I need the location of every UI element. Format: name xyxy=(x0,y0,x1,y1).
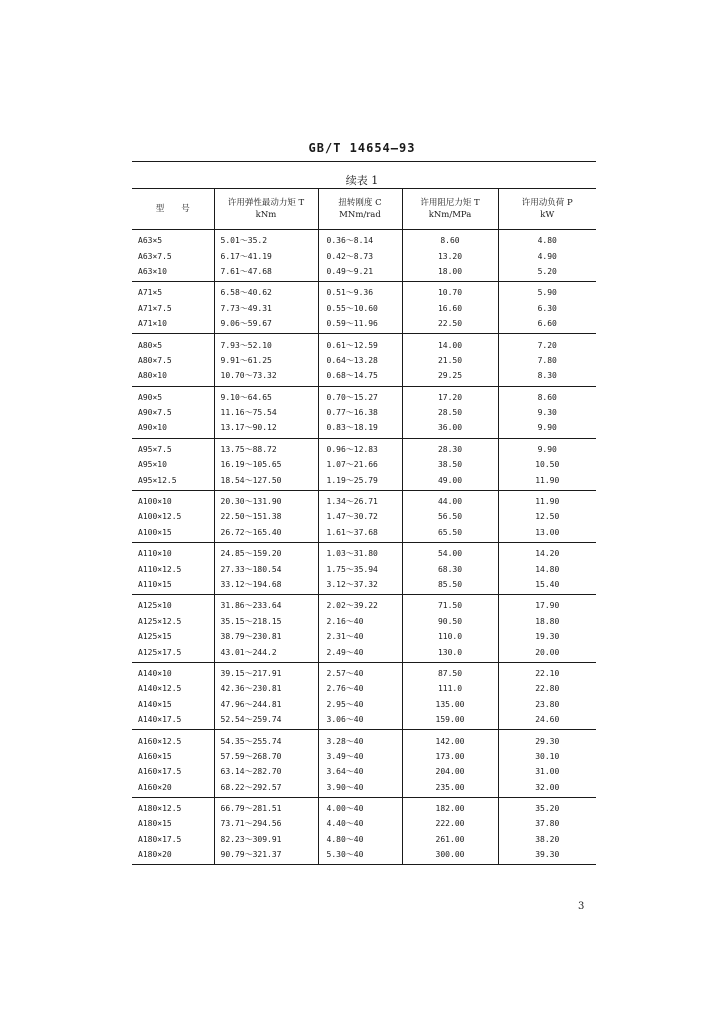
cell-damping: 56.50 xyxy=(402,509,498,524)
cell-model: A110×10 xyxy=(138,549,172,559)
cell-power: 38.20 xyxy=(498,832,596,847)
column-header-model xyxy=(132,189,214,230)
cell-damping: 68.30 xyxy=(402,561,498,576)
table-caption: 续表 1 xyxy=(345,174,379,187)
cell-damping: 22.50 xyxy=(402,316,498,334)
cell-torque: 39.15～217.91 xyxy=(214,662,318,681)
cell-model: A180×15 xyxy=(138,819,172,829)
cell-damping: 38.50 xyxy=(402,457,498,472)
cell-stiffness: 3.28～40 xyxy=(318,730,402,749)
cell-power: 14.80 xyxy=(498,561,596,576)
column-header-torque-unit: kNm xyxy=(255,210,277,220)
cell-stiffness: 4.80～40 xyxy=(318,832,402,847)
cell-damping: 44.00 xyxy=(402,490,498,509)
cell-torque: 9.10～64.65 xyxy=(214,386,318,405)
cell-stiffness: 0.64～13.28 xyxy=(318,353,402,368)
cell-damping: 261.00 xyxy=(402,832,498,847)
cell-stiffness: 1.07～21.66 xyxy=(318,457,402,472)
cell-power: 22.10 xyxy=(498,662,596,681)
cell-stiffness: 1.19～25.79 xyxy=(318,472,402,490)
cell-stiffness: 1.61～37.68 xyxy=(318,525,402,543)
table-row xyxy=(132,386,596,405)
cell-power: 32.00 xyxy=(498,780,596,798)
cell-torque: 5.01～35.2 xyxy=(214,230,318,249)
specification-table xyxy=(132,189,596,865)
cell-power: 14.20 xyxy=(498,543,596,562)
cell-power: 9.90 xyxy=(498,420,596,438)
column-header-model-label: 型 号 xyxy=(155,204,190,214)
cell-damping: 142.00 xyxy=(402,730,498,749)
cell-model: A90×10 xyxy=(132,420,214,438)
cell-torque: 47.96～244.81 xyxy=(214,697,318,712)
cell-stiffness: 2.49～40 xyxy=(318,644,402,662)
column-header-stiffness xyxy=(318,189,402,230)
cell-torque: 27.33～180.54 xyxy=(214,561,318,576)
cell-power: 37.80 xyxy=(498,816,596,831)
cell-model: A140×10 xyxy=(138,668,172,678)
table-row xyxy=(132,681,596,696)
cell-power: 19.30 xyxy=(498,629,596,644)
cell-model: A95×7.5 xyxy=(138,444,172,454)
cell-torque: 10.70～73.32 xyxy=(214,368,318,386)
cell-damping: 204.00 xyxy=(402,764,498,779)
cell-damping: 87.50 xyxy=(402,662,498,681)
table-row xyxy=(132,644,596,662)
cell-stiffness: 4.40～40 xyxy=(318,816,402,831)
cell-power: 22.80 xyxy=(498,681,596,696)
cell-model: A140×12.5 xyxy=(138,684,182,694)
cell-model: A160×20 xyxy=(132,780,214,798)
column-header-torque xyxy=(214,189,318,230)
cell-torque: 6.17～41.19 xyxy=(214,248,318,263)
cell-power: 12.50 xyxy=(498,509,596,524)
document-standard-number: GB/T 14654—93 xyxy=(308,141,416,155)
table-row xyxy=(132,697,596,712)
table-row xyxy=(132,438,596,457)
cell-stiffness: 2.16～40 xyxy=(318,614,402,629)
cell-model: A125×10 xyxy=(138,601,172,611)
cell-model: A95×12.5 xyxy=(132,472,214,490)
cell-damping: 222.00 xyxy=(402,816,498,831)
cell-stiffness: 0.77～16.38 xyxy=(318,405,402,420)
table-row xyxy=(132,264,596,282)
cell-model: A71×5 xyxy=(138,288,163,298)
cell-power: 6.30 xyxy=(498,301,596,316)
cell-model: A180×12.5 xyxy=(138,804,182,814)
cell-stiffness: 3.12～37.32 xyxy=(318,577,402,595)
cell-torque: 68.22～292.57 xyxy=(214,780,318,798)
table-row xyxy=(132,420,596,438)
cell-model: A80×7.5 xyxy=(138,355,172,365)
cell-power: 6.60 xyxy=(498,316,596,334)
cell-torque: 9.06～59.67 xyxy=(214,316,318,334)
cell-damping: 8.60 xyxy=(402,230,498,249)
cell-model: A63×5 xyxy=(138,236,163,246)
cell-power: 9.30 xyxy=(498,405,596,420)
table-row xyxy=(132,595,596,614)
cell-damping: 36.00 xyxy=(402,420,498,438)
cell-power: 23.80 xyxy=(498,697,596,712)
table-row xyxy=(132,282,596,301)
cell-model: A95×10 xyxy=(138,460,167,470)
cell-model: A180×20 xyxy=(132,847,214,865)
cell-stiffness: 0.61～12.59 xyxy=(318,334,402,353)
column-header-damping-label: 许用阻尼力矩 T xyxy=(420,198,480,208)
table-header-row xyxy=(132,189,596,230)
cell-stiffness: 0.70～15.27 xyxy=(318,386,402,405)
cell-damping: 159.00 xyxy=(402,712,498,730)
table-row xyxy=(132,816,596,831)
cell-power: 7.20 xyxy=(498,334,596,353)
cell-damping: 21.50 xyxy=(402,353,498,368)
cell-power: 18.80 xyxy=(498,614,596,629)
cell-torque: 22.50～151.38 xyxy=(214,509,318,524)
cell-stiffness: 2.02～39.22 xyxy=(318,595,402,614)
cell-stiffness: 2.57～40 xyxy=(318,662,402,681)
column-header-power-label: 许用动负荷 P xyxy=(521,198,573,208)
cell-damping: 28.50 xyxy=(402,405,498,420)
cell-power: 29.30 xyxy=(498,730,596,749)
cell-model: A110×15 xyxy=(132,577,214,595)
cell-power: 8.60 xyxy=(498,386,596,405)
table-row xyxy=(132,662,596,681)
cell-damping: 90.50 xyxy=(402,614,498,629)
table-row xyxy=(132,509,596,524)
table-row xyxy=(132,832,596,847)
cell-power: 5.20 xyxy=(498,264,596,282)
cell-stiffness: 1.47～30.72 xyxy=(318,509,402,524)
cell-torque: 57.59～268.70 xyxy=(214,749,318,764)
cell-damping: 173.00 xyxy=(402,749,498,764)
cell-model: A71×10 xyxy=(132,316,214,334)
cell-power: 39.30 xyxy=(498,847,596,865)
cell-stiffness: 1.03～31.80 xyxy=(318,543,402,562)
cell-damping: 65.50 xyxy=(402,525,498,543)
cell-model: A100×10 xyxy=(138,497,172,507)
cell-torque: 18.54～127.50 xyxy=(214,472,318,490)
cell-damping: 130.0 xyxy=(402,644,498,662)
table-row xyxy=(132,230,596,249)
cell-model: A100×15 xyxy=(132,525,214,543)
cell-torque: 35.15～218.15 xyxy=(214,614,318,629)
table-row xyxy=(132,248,596,263)
cell-power: 4.90 xyxy=(498,248,596,263)
column-header-power-unit: kW xyxy=(540,210,555,220)
cell-model: A100×12.5 xyxy=(138,512,182,522)
cell-power: 13.00 xyxy=(498,525,596,543)
cell-torque: 7.93～52.10 xyxy=(214,334,318,353)
cell-stiffness: 3.90～40 xyxy=(318,780,402,798)
cell-stiffness: 0.51～9.36 xyxy=(318,282,402,301)
table-row xyxy=(132,749,596,764)
cell-power: 30.10 xyxy=(498,749,596,764)
cell-damping: 10.70 xyxy=(402,282,498,301)
cell-model: A125×12.5 xyxy=(138,616,182,626)
cell-damping: 14.00 xyxy=(402,334,498,353)
cell-damping: 85.50 xyxy=(402,577,498,595)
column-header-stiffness-unit: MNm/rad xyxy=(339,210,381,220)
cell-torque: 7.73～49.31 xyxy=(214,301,318,316)
cell-model: A90×7.5 xyxy=(138,408,172,418)
cell-model: A90×5 xyxy=(138,392,163,402)
cell-power: 10.50 xyxy=(498,457,596,472)
cell-torque: 52.54～259.74 xyxy=(214,712,318,730)
cell-model: A160×15 xyxy=(138,751,172,761)
cell-damping: 71.50 xyxy=(402,595,498,614)
page-number: 3 xyxy=(578,901,585,912)
cell-torque: 11.16～75.54 xyxy=(214,405,318,420)
cell-stiffness: 3.49～40 xyxy=(318,749,402,764)
cell-power: 11.90 xyxy=(498,472,596,490)
cell-power: 4.80 xyxy=(498,230,596,249)
cell-model: A110×12.5 xyxy=(138,564,182,574)
table-row xyxy=(132,457,596,472)
cell-model: A80×10 xyxy=(132,368,214,386)
cell-stiffness: 0.55～10.60 xyxy=(318,301,402,316)
cell-torque: 13.75～88.72 xyxy=(214,438,318,457)
cell-torque: 20.30～131.90 xyxy=(214,490,318,509)
table-row xyxy=(132,614,596,629)
cell-torque: 54.35～255.74 xyxy=(214,730,318,749)
table-row xyxy=(132,472,596,490)
cell-stiffness: 4.00～40 xyxy=(318,797,402,816)
column-header-damping xyxy=(402,189,498,230)
cell-power: 9.90 xyxy=(498,438,596,457)
cell-torque: 90.79～321.37 xyxy=(214,847,318,865)
cell-stiffness: 0.68～14.75 xyxy=(318,368,402,386)
cell-torque: 43.01～244.2 xyxy=(214,644,318,662)
cell-model: A140×15 xyxy=(138,699,172,709)
table-row xyxy=(132,543,596,562)
column-header-damping-unit: kNm/MPa xyxy=(428,210,472,220)
table-row xyxy=(132,405,596,420)
cell-damping: 111.0 xyxy=(402,681,498,696)
cell-stiffness: 0.83～18.19 xyxy=(318,420,402,438)
cell-torque: 31.86～233.64 xyxy=(214,595,318,614)
cell-torque: 9.91～61.25 xyxy=(214,353,318,368)
cell-model: A63×7.5 xyxy=(138,251,172,261)
cell-model: A160×12.5 xyxy=(138,736,182,746)
cell-stiffness: 3.06～40 xyxy=(318,712,402,730)
cell-model: A125×15 xyxy=(138,632,172,642)
cell-damping: 135.00 xyxy=(402,697,498,712)
cell-stiffness: 0.49～9.21 xyxy=(318,264,402,282)
cell-damping: 16.60 xyxy=(402,301,498,316)
cell-power: 15.40 xyxy=(498,577,596,595)
cell-stiffness: 2.95～40 xyxy=(318,697,402,712)
cell-torque: 6.58～40.62 xyxy=(214,282,318,301)
cell-damping: 235.00 xyxy=(402,780,498,798)
column-header-torque-label: 许用弹性最动力矩 T xyxy=(227,198,305,208)
table-row xyxy=(132,525,596,543)
cell-damping: 13.20 xyxy=(402,248,498,263)
cell-damping: 18.00 xyxy=(402,264,498,282)
table-row xyxy=(132,316,596,334)
cell-power: 24.60 xyxy=(498,712,596,730)
table-row xyxy=(132,561,596,576)
cell-stiffness: 0.96～12.83 xyxy=(318,438,402,457)
cell-damping: 54.00 xyxy=(402,543,498,562)
table-row xyxy=(132,334,596,353)
cell-stiffness: 2.76～40 xyxy=(318,681,402,696)
cell-power: 7.80 xyxy=(498,353,596,368)
cell-stiffness: 3.64～40 xyxy=(318,764,402,779)
cell-stiffness: 0.59～11.96 xyxy=(318,316,402,334)
cell-torque: 73.71～294.56 xyxy=(214,816,318,831)
cell-model: A180×17.5 xyxy=(138,834,182,844)
table-row xyxy=(132,764,596,779)
column-header-power xyxy=(498,189,596,230)
cell-torque: 16.19～105.65 xyxy=(214,457,318,472)
cell-torque: 7.61～47.68 xyxy=(214,264,318,282)
cell-model: A140×17.5 xyxy=(132,712,214,730)
cell-power: 11.90 xyxy=(498,490,596,509)
cell-stiffness: 1.34～26.71 xyxy=(318,490,402,509)
cell-damping: 182.00 xyxy=(402,797,498,816)
cell-model: A125×17.5 xyxy=(132,644,214,662)
cell-damping: 29.25 xyxy=(402,368,498,386)
cell-damping: 49.00 xyxy=(402,472,498,490)
cell-stiffness: 1.75～35.94 xyxy=(318,561,402,576)
cell-torque: 33.12～194.68 xyxy=(214,577,318,595)
table-body xyxy=(132,230,596,865)
cell-model: A80×5 xyxy=(138,340,163,350)
cell-torque: 42.36～230.81 xyxy=(214,681,318,696)
table-row xyxy=(132,712,596,730)
cell-power: 35.20 xyxy=(498,797,596,816)
cell-power: 8.30 xyxy=(498,368,596,386)
table-row xyxy=(132,301,596,316)
cell-model: A63×10 xyxy=(132,264,214,282)
cell-damping: 110.0 xyxy=(402,629,498,644)
cell-stiffness: 5.30～40 xyxy=(318,847,402,865)
table-row xyxy=(132,490,596,509)
header-rule xyxy=(132,161,596,162)
cell-power: 17.90 xyxy=(498,595,596,614)
table-row xyxy=(132,629,596,644)
table-row xyxy=(132,730,596,749)
cell-torque: 82.23～309.91 xyxy=(214,832,318,847)
cell-stiffness: 0.36～8.14 xyxy=(318,230,402,249)
table-row xyxy=(132,353,596,368)
cell-damping: 17.20 xyxy=(402,386,498,405)
cell-torque: 26.72～165.40 xyxy=(214,525,318,543)
cell-power: 31.00 xyxy=(498,764,596,779)
table-row xyxy=(132,847,596,865)
table-row xyxy=(132,780,596,798)
cell-damping: 300.00 xyxy=(402,847,498,865)
cell-torque: 13.17～90.12 xyxy=(214,420,318,438)
cell-model: A71×7.5 xyxy=(138,303,172,313)
cell-torque: 63.14～282.70 xyxy=(214,764,318,779)
cell-stiffness: 2.31～40 xyxy=(318,629,402,644)
column-header-stiffness-label: 扭转刚度 C xyxy=(338,198,382,208)
cell-model: A160×17.5 xyxy=(138,767,182,777)
table-row xyxy=(132,577,596,595)
cell-torque: 38.79～230.81 xyxy=(214,629,318,644)
cell-torque: 24.85～159.20 xyxy=(214,543,318,562)
table-row xyxy=(132,797,596,816)
cell-power: 20.00 xyxy=(498,644,596,662)
cell-damping: 28.30 xyxy=(402,438,498,457)
table-row xyxy=(132,368,596,386)
cell-torque: 66.79～281.51 xyxy=(214,797,318,816)
cell-power: 5.90 xyxy=(498,282,596,301)
cell-stiffness: 0.42～8.73 xyxy=(318,248,402,263)
